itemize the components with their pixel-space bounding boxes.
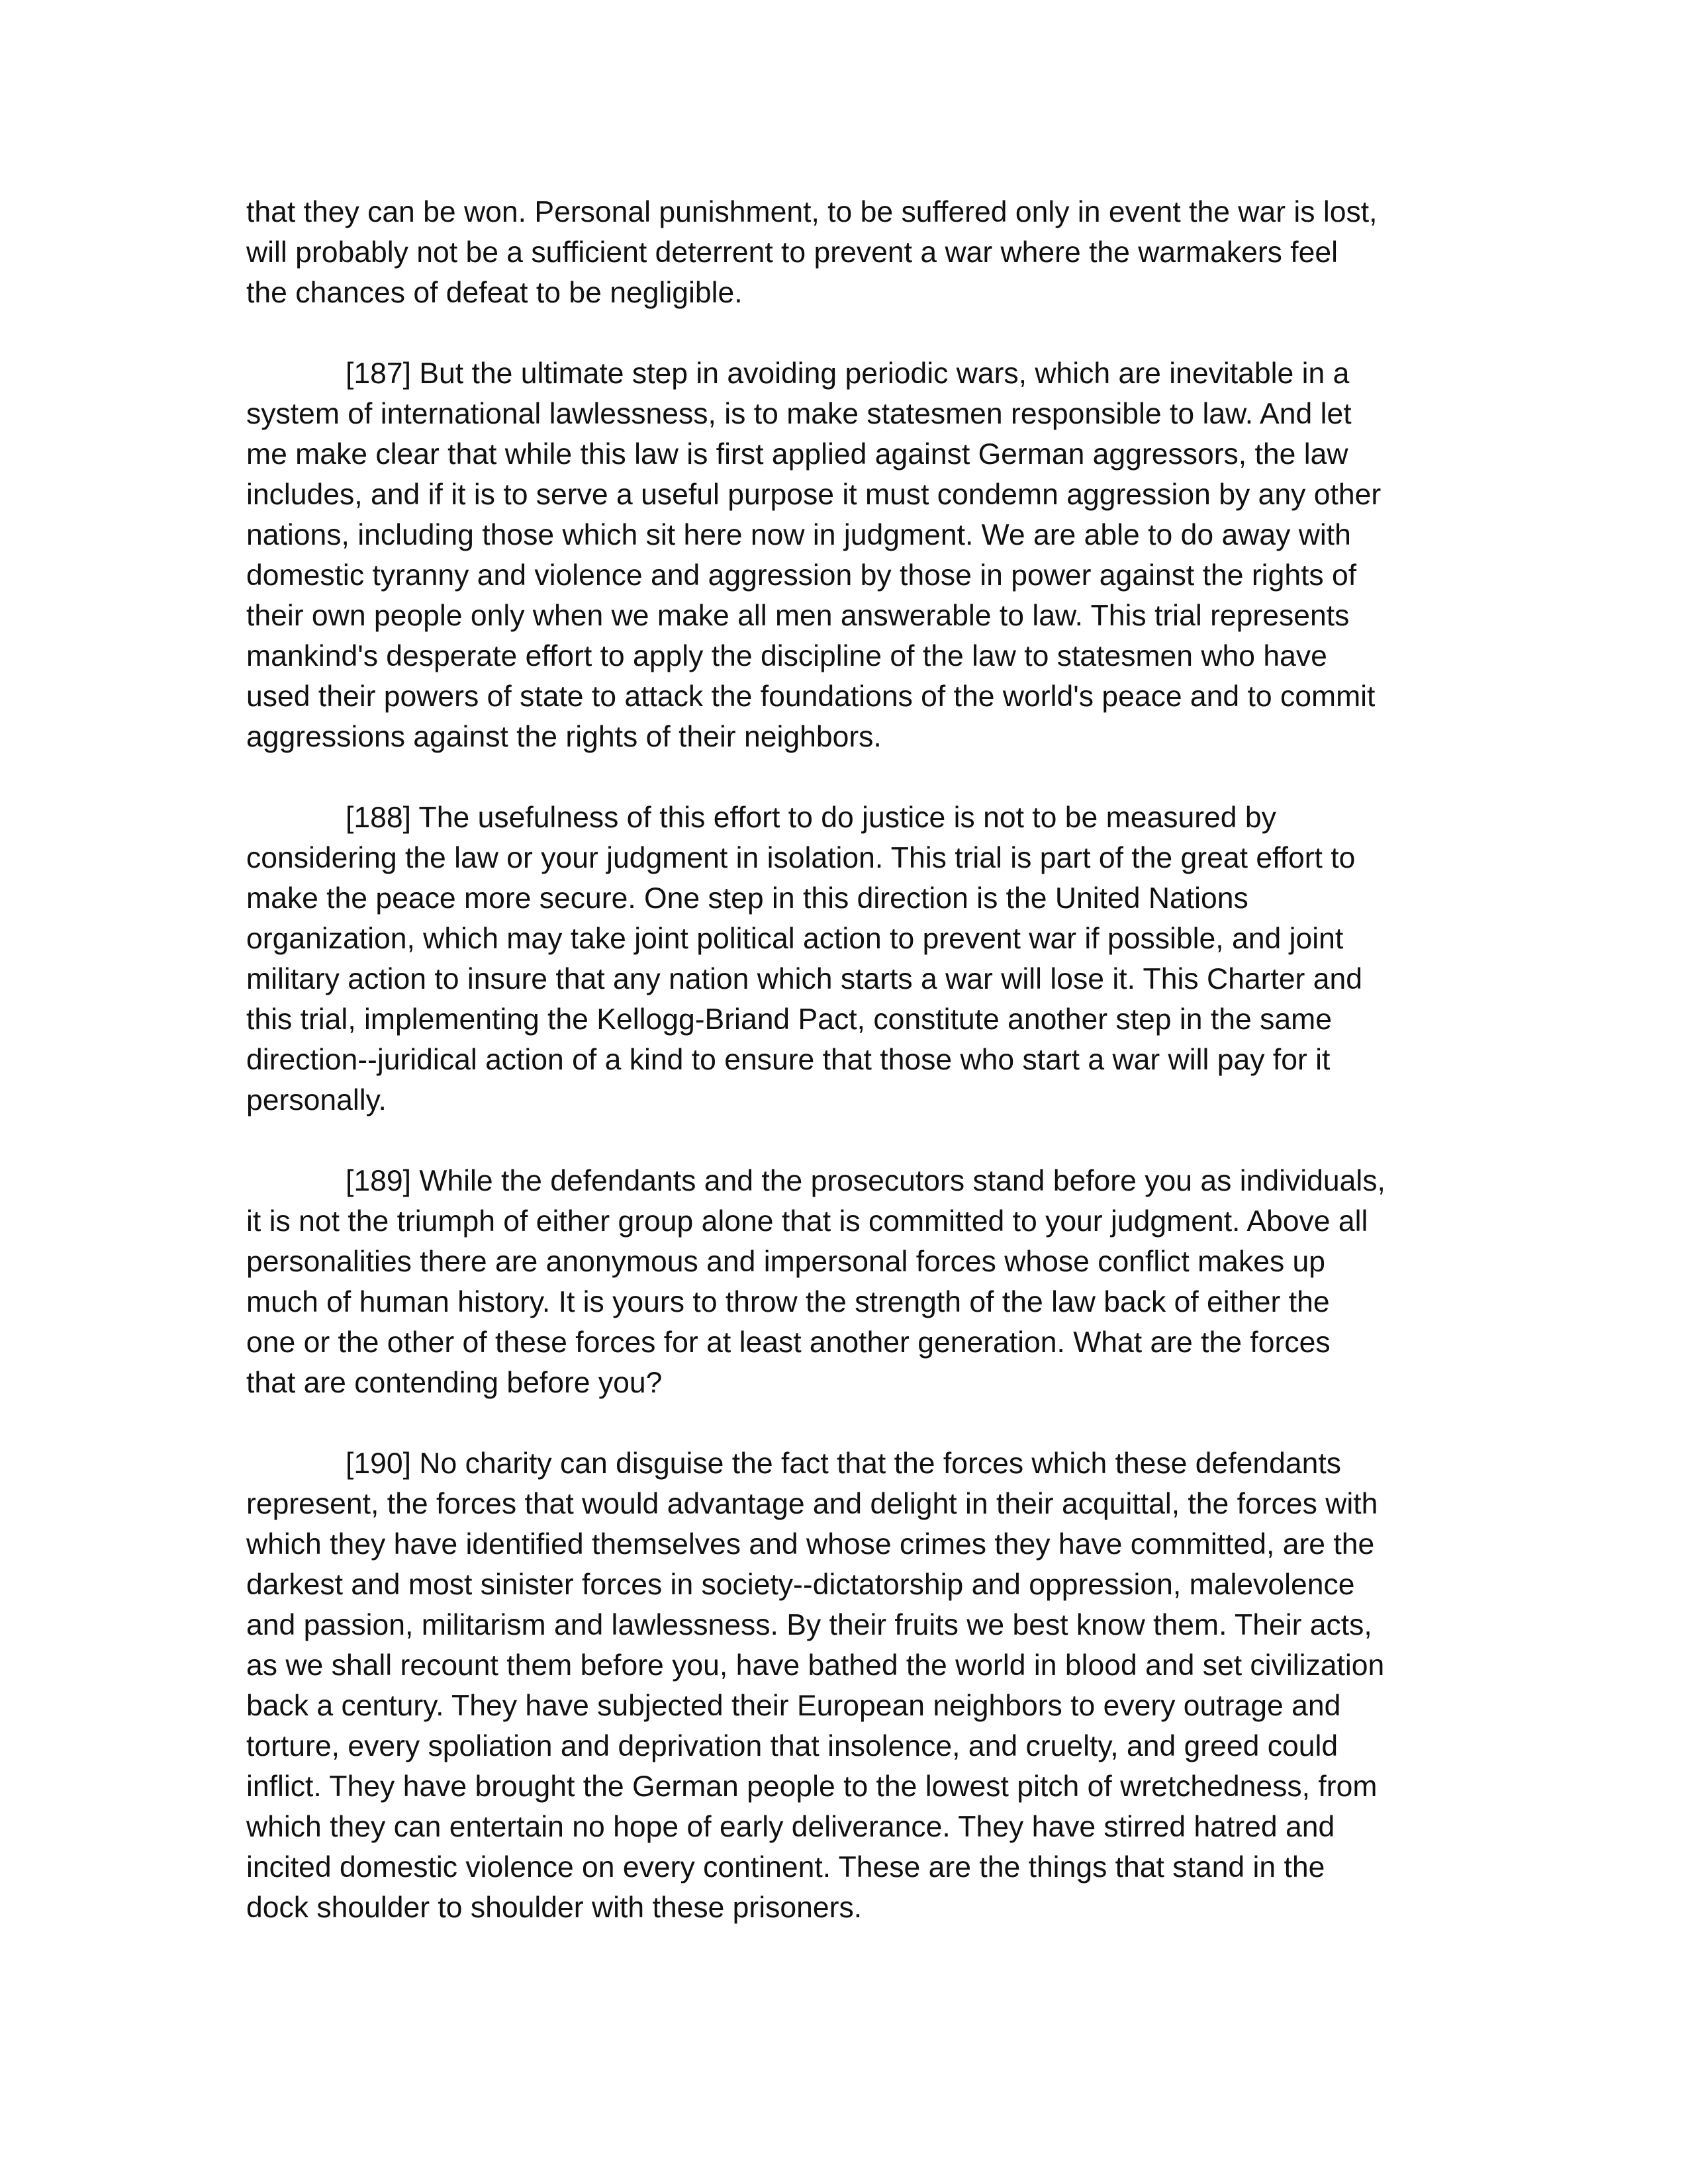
- text-line: used their powers of state to attack the foundations of the world's peace and to commit: [246, 680, 1376, 713]
- text-line: will probably not be a sufficient deterrent to prevent a war where the warmakers feel: [246, 236, 1338, 269]
- paragraph-190: [246, 1443, 1438, 1928]
- text-line: and passion, militarism and lawlessness. By their fruits we best know them. Their acts,: [246, 1609, 1372, 1641]
- text-line: their own people only when we make all men answerable to law. This trial represents: [246, 600, 1350, 632]
- text-line: [187] But the ultimate step in avoiding periodic wars, which are inevitable in a: [346, 357, 1350, 390]
- text-line: torture, every spoliation and deprivation that insolence, and cruelty, and greed could: [246, 1730, 1338, 1762]
- text-line: that are contending before you?: [246, 1367, 663, 1399]
- text-line: inflict. They have brought the German people to the lowest pitch of wretchedness, from: [246, 1770, 1378, 1803]
- text-line: dock shoulder to shoulder with these prisoners.: [246, 1891, 863, 1924]
- text-line: nations, including those which sit here now in judgment. We are able to do away with: [246, 519, 1351, 551]
- paragraph-188: [246, 797, 1438, 1120]
- text-line: personalities there are anonymous and impersonal forces whose conflict makes up: [246, 1246, 1326, 1278]
- text-line: make the peace more secure. One step in this direction is the United Nations: [246, 882, 1248, 915]
- text-line: personally.: [246, 1084, 387, 1116]
- text-line: organization, which may take joint political action to prevent war if possible, and joint: [246, 923, 1344, 955]
- text-line: [189] While the defendants and the prosecutors stand before you as individuals,: [346, 1165, 1385, 1197]
- text-line: that they can be won. Personal punishment, to be suffered only in event the war is lost,: [246, 196, 1378, 228]
- text-line: domestic tyranny and violence and aggression by those in power against the rights of: [246, 559, 1357, 592]
- text-line: incited domestic violence on every continent. These are the things that stand in the: [246, 1851, 1325, 1884]
- text-line: direction--juridical action of a kind to ensure that those who start a war will pay for it: [246, 1044, 1331, 1076]
- text-line: system of international lawlessness, is to make statesmen responsible to law. And let: [246, 398, 1352, 430]
- text-line: the chances of defeat to be negligible.: [246, 277, 743, 309]
- text-line: [190] No charity can disguise the fact that the forces which these defendants: [346, 1447, 1342, 1480]
- text-line: much of human history. It is yours to throw the strength of the law back of either the: [246, 1286, 1330, 1318]
- text-line: includes, and if it is to serve a useful purpose it must condemn aggression by any other: [246, 478, 1382, 511]
- text-line: darkest and most sinister forces in society--dictatorship and oppression, malevolence: [246, 1569, 1355, 1601]
- text-line: me make clear that while this law is first applied against German aggressors, the law: [246, 438, 1348, 471]
- text-line: [188] The usefulness of this effort to do justice is not to be measured by: [346, 801, 1276, 834]
- text-line: aggressions against the rights of their neighbors.: [246, 721, 882, 753]
- text-line: mankind's desperate effort to apply the discipline of the law to statesmen who have: [246, 640, 1327, 672]
- paragraph-189: [246, 1161, 1438, 1403]
- text-line: represent, the forces that would advantage and delight in their acquittal, the forces with: [246, 1488, 1378, 1520]
- text-line: considering the law or your judgment in isolation. This trial is part of the great effort to: [246, 842, 1356, 874]
- body-text: [246, 192, 1438, 1968]
- text-line: military action to insure that any nation which starts a war will lose it. This Charter and: [246, 963, 1362, 995]
- text-line: which they can entertain no hope of early deliverance. They have stirred hatred and: [246, 1811, 1335, 1843]
- text-line: one or the other of these forces for at least another generation. What are the forces: [246, 1326, 1331, 1359]
- text-line: it is not the triumph of either group alone that is committed to your judgment. Above all: [246, 1205, 1368, 1238]
- text-line: as we shall recount them before you, have bathed the world in blood and set civilization: [246, 1649, 1385, 1682]
- text-line: back a century. They have subjected their European neighbors to every outrage and: [246, 1690, 1341, 1722]
- text-line: which they have identified themselves and whose crimes they have committed, are the: [246, 1528, 1375, 1561]
- text-line: this trial, implementing the Kellogg-Briand Pact, constitute another step in the same: [246, 1003, 1332, 1036]
- paragraph-187: [246, 353, 1438, 757]
- paragraph-continuation: [246, 192, 1438, 313]
